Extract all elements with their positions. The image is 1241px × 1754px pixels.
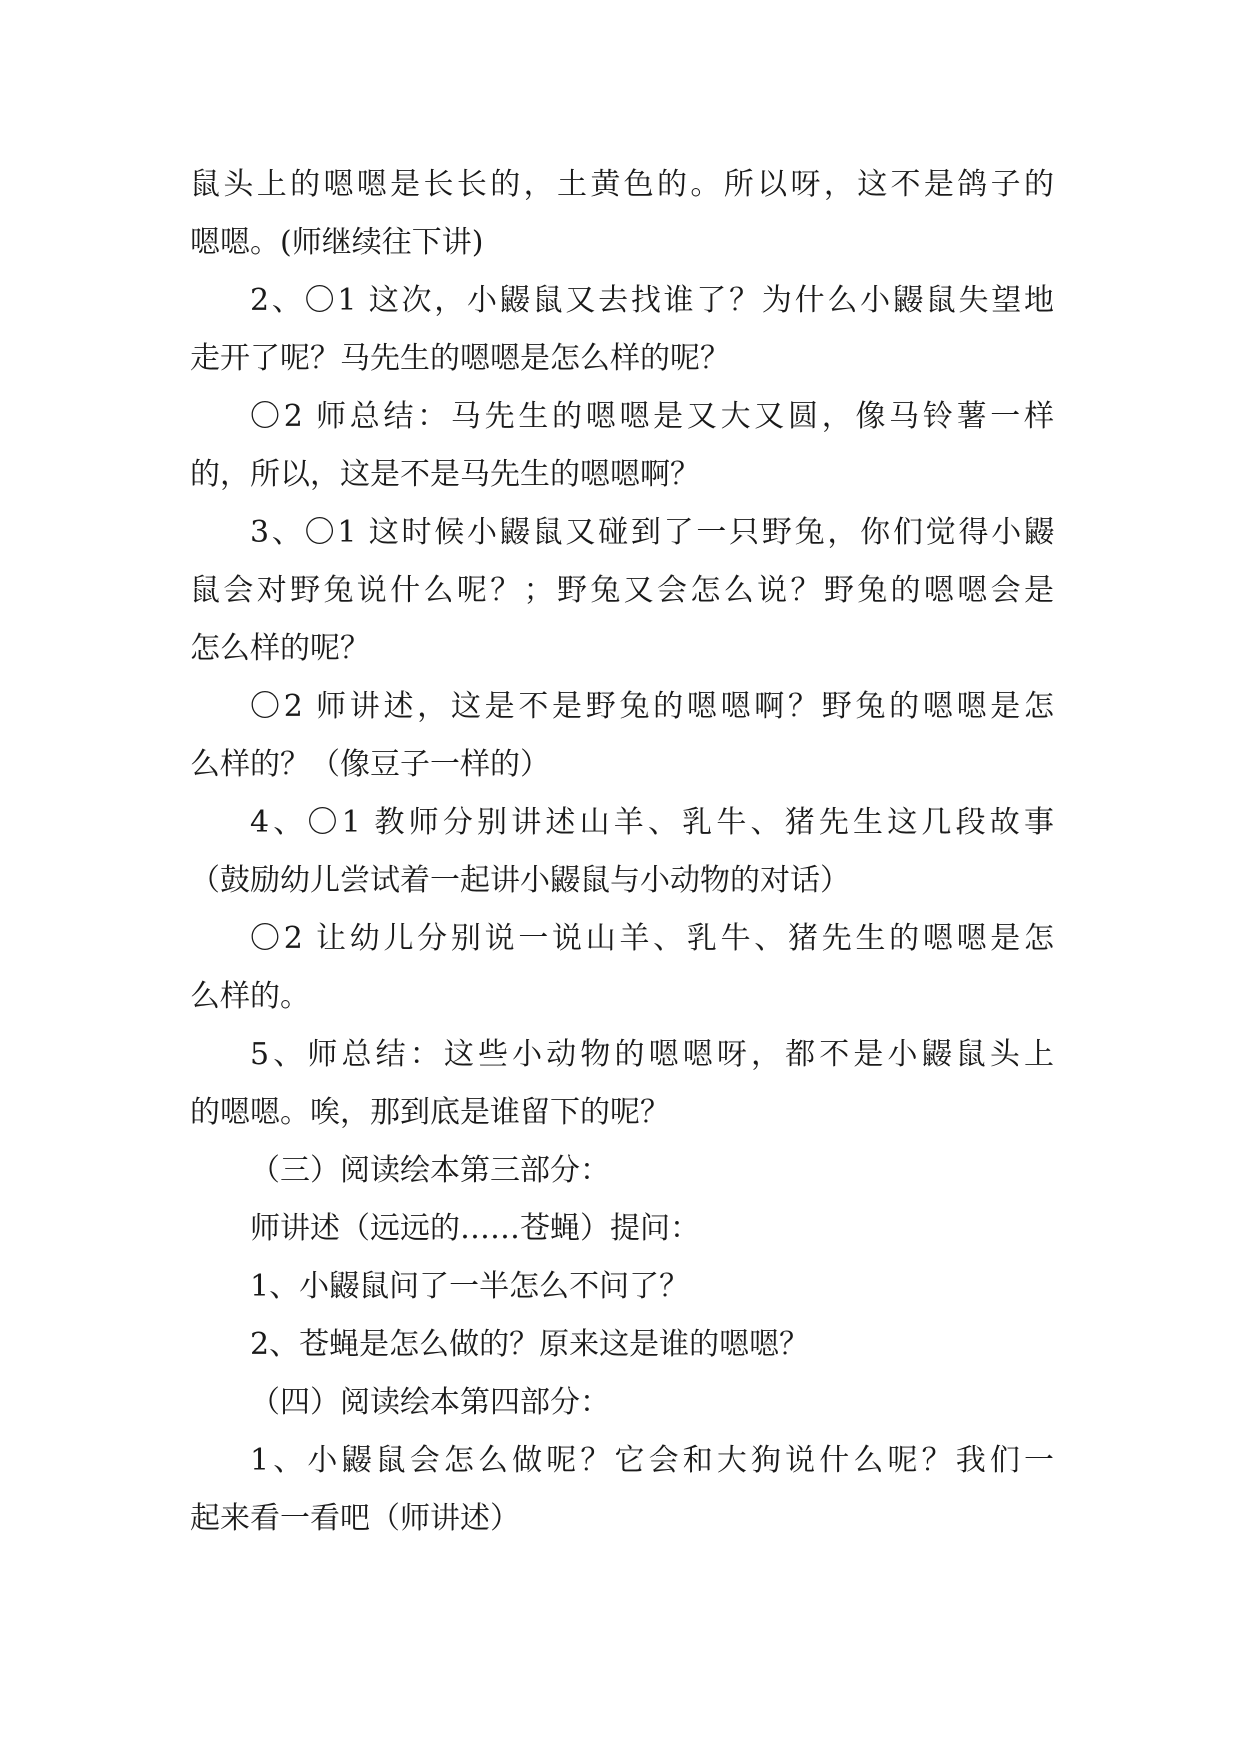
text-line: 1、小鼹鼠会怎么做呢？它会和大狗说什么呢？我们一 (250, 1443, 1054, 1478)
paragraph (190, 678, 1054, 794)
paragraph (190, 504, 1054, 678)
paragraph (190, 1432, 1054, 1548)
text-line: 么样的。 (190, 979, 310, 1014)
paragraph (190, 794, 1054, 910)
paragraph (190, 1142, 1054, 1200)
text-line: 怎么样的呢？ (190, 631, 370, 666)
text-line: 5、师总结：这些小动物的嗯嗯呀，都不是小鼹鼠头上 (250, 1037, 1054, 1072)
text-line: 师讲述（远远的……苍蝇）提问： (250, 1211, 700, 1246)
paragraph (190, 1200, 1054, 1258)
text-line: 起来看一看吧（师讲述） (190, 1501, 520, 1536)
text-line: 〇2 让幼儿分别说一说山羊、乳牛、猪先生的嗯嗯是怎 (250, 921, 1054, 956)
text-line: 2、苍蝇是怎么做的？原来这是谁的嗯嗯？ (250, 1327, 810, 1362)
paragraph (190, 272, 1054, 388)
text-line: 2、〇1 这次，小鼹鼠又去找谁了？为什么小鼹鼠失望地 (250, 283, 1054, 318)
text-line: 么样的？（像豆子一样的） (190, 747, 550, 782)
text-line: 的嗯嗯。唉，那到底是谁留下的呢？ (190, 1095, 670, 1130)
text-line: 鼠头上的嗯嗯是长长的，土黄色的。所以呀，这不是鸽子的 (190, 167, 1054, 202)
text-line: 3、〇1 这时候小鼹鼠又碰到了一只野兔，你们觉得小鼹 (250, 515, 1054, 550)
paragraph (190, 388, 1054, 504)
text-line: （鼓励幼儿尝试着一起讲小鼹鼠与小动物的对话） (190, 863, 850, 898)
paragraph (190, 1258, 1054, 1316)
paragraph (190, 1374, 1054, 1432)
document-page (190, 156, 1054, 1548)
text-line: （三）阅读绘本第三部分： (250, 1153, 610, 1188)
text-line: 4、〇1 教师分别讲述山羊、乳牛、猪先生这几段故事 (250, 805, 1054, 840)
text-line: 〇2 师总结：马先生的嗯嗯是又大又圆，像马铃薯一样 (250, 399, 1054, 434)
paragraph (190, 910, 1054, 1026)
text-line: （四）阅读绘本第四部分： (250, 1385, 610, 1420)
text-line: 鼠会对野兔说什么呢？；野兔又会怎么说？野兔的嗯嗯会是 (190, 573, 1054, 608)
paragraph (190, 156, 1054, 272)
paragraph (190, 1316, 1054, 1374)
paragraph (190, 1026, 1054, 1142)
text-line: 的，所以，这是不是马先生的嗯嗯啊？ (190, 457, 700, 492)
text-line: 走开了呢？马先生的嗯嗯是怎么样的呢？ (190, 341, 730, 376)
text-line: 〇2 师讲述，这是不是野兔的嗯嗯啊？野兔的嗯嗯是怎 (250, 689, 1054, 724)
text-line: 嗯嗯。(师继续往下讲) (190, 225, 484, 260)
text-line: 1、小鼹鼠问了一半怎么不问了？ (250, 1269, 690, 1304)
